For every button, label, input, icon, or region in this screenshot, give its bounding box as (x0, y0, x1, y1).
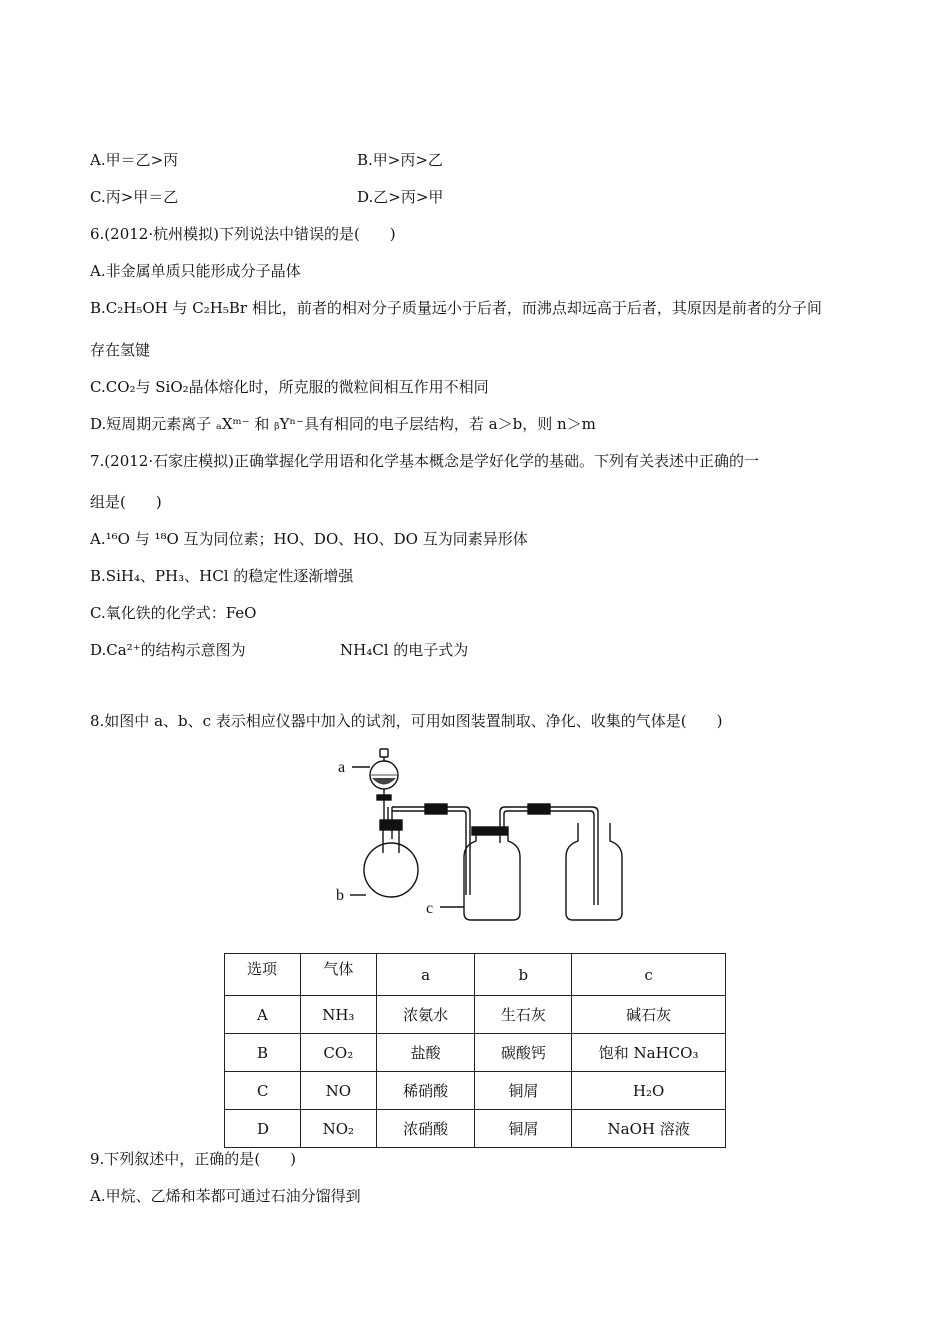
cell-b: 铜屑 (475, 1110, 572, 1148)
cell-a: 浓硝酸 (376, 1110, 475, 1148)
q6-option-c: C.CO₂与 SiO₂晶体熔化时，所克服的微粒间相互作用不相同 (90, 378, 489, 396)
cell-option: D (225, 1110, 301, 1148)
q6-option-b-line2: 存在氢键 (90, 341, 151, 359)
cell-option: B (225, 1034, 301, 1072)
q5-option-d: D.乙>丙>甲 (357, 188, 444, 206)
q8-options-table (224, 953, 726, 1148)
q5-option-a: A.甲＝乙>丙 (90, 151, 179, 169)
header-a: a (376, 954, 475, 996)
cell-c: NaOH 溶液 (572, 1110, 726, 1148)
label-a: a (338, 759, 346, 776)
cell-b: 铜屑 (475, 1072, 572, 1110)
table-header-row (225, 954, 726, 996)
q7-stem-line1: 7.(2012·石家庄模拟)正确掌握化学用语和化学基本概念是学好化学的基础。下列有关表述中正确的一 (90, 452, 759, 470)
round-bottom-flask (364, 820, 418, 897)
header-c: c (572, 954, 726, 996)
q7-option-d-part2: NH₄Cl 的电子式为 (340, 641, 469, 659)
q7-option-b: B.SiH₄、PH₃、HCl 的稳定性逐渐增强 (90, 567, 354, 585)
cell-a: 稀硝酸 (376, 1072, 475, 1110)
header-gas: 气体 (300, 954, 376, 996)
q9-stem: 9.下列叙述中，正确的是( ) (90, 1150, 297, 1168)
cell-gas: CO₂ (300, 1034, 376, 1072)
q6-stem: 6.(2012·杭州模拟)下列说法中错误的是( ) (90, 225, 396, 243)
separatory-funnel (370, 749, 398, 823)
cell-b: 碳酸钙 (475, 1034, 572, 1072)
q6-option-a: A.非金属单质只能形成分子晶体 (90, 262, 301, 280)
cell-a: 浓氨水 (376, 996, 475, 1034)
q6-option-b-line1: B.C₂H₅OH 与 C₂H₅Br 相比，前者的相对分子质量远小于后者，而沸点却远高于后者，其原因是前者的分子间 (90, 299, 822, 317)
wash-bottle (464, 827, 520, 920)
label-c: c (426, 900, 434, 917)
cell-b: 生石灰 (475, 996, 572, 1034)
cell-c: 碱石灰 (572, 996, 726, 1034)
q9-option-a: A.甲烷、乙烯和苯都可通过石油分馏得到 (90, 1187, 361, 1205)
q5-option-c: C.丙>甲＝乙 (90, 188, 179, 206)
q6-option-d: D.短周期元素离子 ₐXᵐ⁻ 和 ᵦYⁿ⁻具有相同的电子层结构，若 a＞b，则 n＞m (90, 415, 596, 433)
cell-c: 饱和 NaHCO₃ (572, 1034, 726, 1072)
cell-option: C (225, 1072, 301, 1110)
q7-option-a: A.¹⁶O 与 ¹⁸O 互为同位素；HO、DO、HO、DO 互为同素异形体 (90, 530, 528, 548)
header-b: b (475, 954, 572, 996)
cell-gas: NH₃ (300, 996, 376, 1034)
table-row (225, 996, 726, 1034)
cell-gas: NO (300, 1072, 376, 1110)
q7-option-d-part1: D.Ca²⁺的结构示意图为 (90, 641, 246, 659)
cell-option: A (225, 996, 301, 1034)
q7-option-c: C.氧化铁的化学式：FeO (90, 604, 257, 622)
table-row (225, 1110, 726, 1148)
cell-c: H₂O (572, 1072, 726, 1110)
label-b: b (336, 887, 344, 904)
q8-stem: 8.如图中 a、b、c 表示相应仪器中加入的试剂，可用如图装置制取、净化、收集的气体是( ) (90, 712, 723, 730)
gas-apparatus-diagram (330, 745, 630, 930)
cell-gas: NO₂ (300, 1110, 376, 1148)
table-row (225, 1072, 726, 1110)
cell-a: 盐酸 (376, 1034, 475, 1072)
q7-stem-line2: 组是( ) (90, 493, 162, 511)
header-option: 选项 (225, 954, 301, 996)
table-row (225, 1034, 726, 1072)
q5-option-b: B.甲>丙>乙 (357, 151, 443, 169)
